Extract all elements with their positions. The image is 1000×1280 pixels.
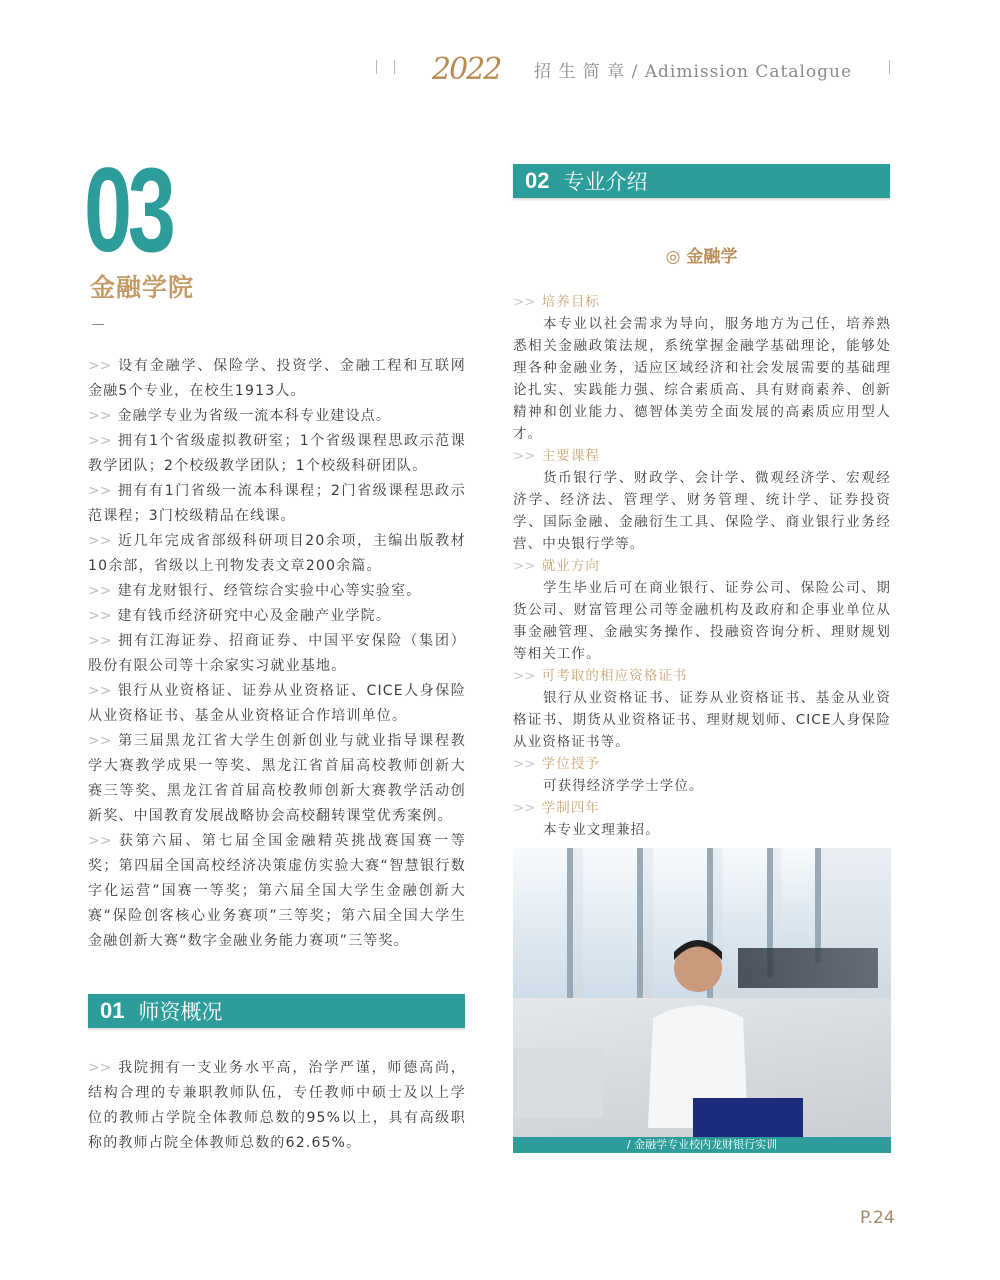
year-logo: 2022 (432, 52, 501, 87)
highlight-item (88, 429, 466, 479)
divider (394, 60, 395, 74)
highlight-item (88, 479, 466, 529)
highlight-text: 建有钱币经济研究中心及金融产业学院。 (117, 608, 392, 624)
subheading-text: 培养目标 (541, 294, 601, 310)
highlight-item (88, 829, 466, 954)
section-text: 货币银行学、财政学、会计学、微观经济学、宏观经济学、经济法、管理学、财务管理、统计学、证券投资学、国际金融、金融衍生工具、保险学、商业银行业务经营、中央银行学等。 (513, 470, 891, 552)
catalogue-title: 招 生 简 章 / Adimission Catalogue (534, 62, 853, 82)
marker: >> (88, 633, 112, 649)
staff-row (738, 948, 878, 988)
training-photo (513, 848, 891, 1153)
subheading (513, 797, 891, 819)
highlight-text: 建有龙财银行、经管综合实验中心等实验室。 (117, 583, 422, 599)
major-name: ◎ 金融学 (665, 247, 738, 267)
highlight-item (88, 354, 466, 404)
divider (376, 60, 377, 74)
faculty-text (88, 1056, 466, 1156)
page-header (0, 52, 1000, 87)
divider (92, 324, 104, 325)
marker: >> (88, 1060, 112, 1076)
highlight-text: 拥有江海证券、招商证券、中国平安保险（集团）股份有限公司等十余家实习就业基地。 (88, 633, 466, 674)
marker: >> (88, 408, 112, 424)
highlight-item (88, 604, 466, 629)
subheading (513, 555, 891, 577)
marker: >> (88, 733, 112, 749)
section-number: 02 (525, 168, 550, 193)
highlight-text: 设有金融学、保险学、投资学、金融工程和互联网金融5个专业，在校生1913人。 (88, 358, 466, 399)
college-number: 03 (84, 143, 172, 277)
subheading-text: 就业方向 (541, 558, 601, 574)
marker: >> (88, 608, 112, 624)
cash-counter (513, 1048, 603, 1118)
highlight-text: 近几年完成省部级科研项目20余项，主编出版教材10余部，省级以上刊物发表文章200余篇。 (88, 533, 466, 574)
subheading (513, 665, 891, 687)
highlight-text: 拥有有1门省级一流本科课程；2门省级课程思政示范课程；3门校级精品在线课。 (88, 483, 466, 524)
subheading-text: 学制四年 (541, 800, 601, 816)
highlight-item (88, 579, 466, 604)
marker: >> (88, 833, 112, 849)
faculty-paragraph: 我院拥有一支业务水平高，治学严谨，师德高尚，结构合理的专兼职教师队伍，专任教师中硕士及以上学位的教师占学院全体教师总数的95%以上，具有高级职称的教师占院全体教师总数的62.65%。 (88, 1060, 466, 1151)
marker: >> (88, 683, 112, 699)
section-title: 师资概况 (138, 1000, 223, 1024)
marker: >> (88, 533, 112, 549)
page-number: P.24 (860, 1208, 895, 1228)
college-name: 金融学院 (90, 273, 195, 302)
highlight-item (88, 404, 466, 429)
marker: >> (88, 433, 112, 449)
marker: >> (88, 583, 112, 599)
window (781, 848, 821, 963)
section-title: 专业介绍 (563, 170, 648, 194)
major-details (513, 291, 891, 841)
window (513, 848, 573, 998)
college-highlights (88, 354, 466, 954)
section-header-majors (513, 164, 890, 198)
highlight-item (88, 529, 466, 579)
marker: >> (88, 358, 112, 374)
highlight-text: 第三届黑龙江省大学生创新创业与就业指导课程教学大赛教学成果一等奖、黑龙江省首届高校教师创新大赛三等奖、黑龙江省首届高校教师创新大赛教学活动创新奖、中国教育发展战略协会高校翻转课堂优秀案例。 (88, 733, 466, 824)
highlight-item (88, 729, 466, 829)
subheading (513, 753, 891, 775)
subheading-text: 主要课程 (541, 448, 601, 464)
subheading (513, 445, 891, 467)
photo-caption: / 金融学专业校内龙财银行实训 (513, 1137, 891, 1153)
section-text: 银行从业资格证书、证券从业资格证书、基金从业资格证书、期货从业资格证书、理财规划师、CICE人身保险从业资格证书等。 (513, 690, 891, 750)
highlight-text: 金融学专业为省级一流本科专业建设点。 (117, 408, 392, 424)
marker: >> (513, 756, 536, 772)
highlight-text: 获第六届、第七届全国金融精英挑战赛国赛一等奖；第四届全国高校经济决策虚仿实验大赛“智慧银行数字化运营”国赛一等奖；第六届全国大学生金融创新大赛“保险创客核心业务赛项”三等奖；第六届全国大学生金融创新大赛“数字金融业务能力赛项”三等奖。 (88, 833, 466, 949)
marker: >> (513, 800, 536, 816)
section-text: 可获得经济学学士学位。 (543, 778, 704, 794)
highlight-item (88, 679, 466, 729)
marker: >> (513, 668, 536, 684)
divider (889, 60, 890, 74)
section-text: 本专业以社会需求为导向，服务地方为己任，培养熟悉相关金融政策法规，系统掌握金融学基础理论，能够处理各种金融业务，适应区域经济和社会发展需要的基础理论扎实、实践能力强、综合素质高、具有财商素养、创新精神和创业能力、德智体美劳全面发展的高素质应用型人才。 (513, 316, 891, 442)
marker: >> (513, 448, 536, 464)
section-header-faculty (88, 994, 465, 1028)
marker: >> (88, 483, 112, 499)
section-text: 学生毕业后可在商业银行、证券公司、保险公司、期货公司、财富管理公司等金融机构及政府和企事业单位从事金融管理、金融实务操作、投融资咨询分析、理财规划等相关工作。 (513, 580, 891, 662)
marker: >> (513, 558, 536, 574)
subheading (513, 291, 891, 313)
highlight-text: 拥有1个省级虚拟教研室；1个省级课程思政示范课教学团队；2个校级教学团队；1个校级科研团队。 (88, 433, 466, 474)
subheading-text: 可考取的相应资格证书 (541, 668, 688, 684)
section-text: 本专业文理兼招。 (543, 822, 660, 838)
highlight-item (88, 629, 466, 679)
section-number: 01 (100, 998, 125, 1023)
subheading-text: 学位授予 (541, 756, 601, 772)
window (583, 848, 643, 998)
blue-device (693, 1098, 803, 1138)
marker: >> (513, 294, 536, 310)
highlight-text: 银行从业资格证、证券从业资格证、CICE人身保险从业资格证书、基金从业资格证合作培训单位。 (88, 683, 466, 724)
